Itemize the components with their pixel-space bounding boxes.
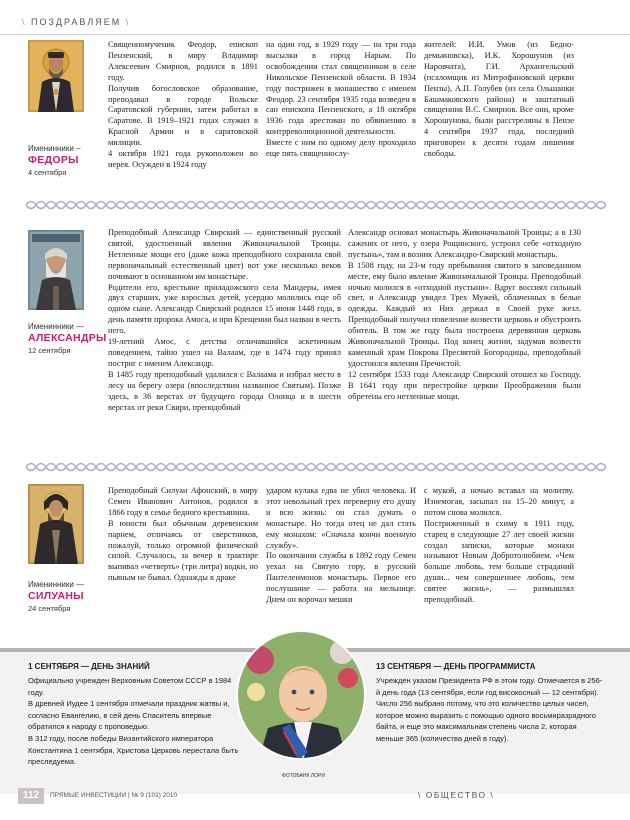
holiday-paragraph: Учрежден указом Президента РФ в этом году. Отмечается в 256-й день года (13 сентября, если год високосный — 12 сентября). — [376, 676, 603, 697]
article-paragraph: Вместе с ним по одному делу проходило еще пять священнослу- — [266, 138, 416, 159]
section-header: \ ПОЗДРАВЛЯЕМ \ — [22, 17, 131, 27]
saint-siluan-portrait — [28, 484, 84, 564]
header-divider — [0, 34, 630, 35]
saint-fedor-portrait — [28, 40, 84, 112]
article-paragraph: В 1508 году, на 23-м году пребывания святого в заповеданном месте, ему было явление Живоначальной Троицы. Преподобный ночью молился в «отходной пустыни». Вдруг воссиял сильный свет, и Александр увидел Трех Мужей, облаченных в белые одежды. Каждый из Них держал в Своей руке жезл. Преподобный получил повеление возвести церковь и обустроить обитель. В том же году была построена деревянная церковь Живоначальной Троицы. Под конец жизни, задумав возвести каменный храм Покрова Пресвятой Богородицы, преподобный удостоился явления Пречистой. — [348, 260, 581, 368]
footer-section-title: ОБЩЕСТВО — [425, 790, 487, 800]
article-paragraph: Священномученик Феодор, епископ Пензенский, в миру Владимир Алексеевич Смирнов, родился в 1891 году. — [108, 40, 258, 82]
holiday-title-knowledge-day: 1 СЕНТЯБРЯ — ДЕНЬ ЗНАНИЙ — [28, 662, 150, 671]
article-column — [348, 228, 581, 403]
footer-section: \ ОБЩЕСТВО \ — [418, 790, 495, 800]
nameday-name: СИЛУАНЫ — [28, 590, 84, 602]
article-paragraph: В юности был обычным деревенским парнем, отличаясь от сверстников, пожалуй, только огромной физической силой. Случалось, за вечер в трактире выпивал «четверть» (три литра) водки, но пьяным не бывал. Однажды в драке — [108, 518, 258, 583]
article-paragraph: с мукой, а ночью вставал на молитву. Изнемогая, засыпал на 15–20 минут, а потом снова молился. — [424, 486, 574, 517]
page-number: 112 — [18, 788, 44, 804]
nameday-date: 24 сентября — [28, 604, 71, 613]
article-paragraph: Получив богословское образование, преподавал в городе Вольске Саратовской губернии, затем работал в Саратове. В 1919–1921 годах служил в Красной Армии и в саратовской милиции. — [108, 83, 258, 148]
nameday-date: 12 сентября — [28, 346, 71, 355]
article-paragraph: 19-летний Амос, с детства отличавшийся аскетичным поведением, тайно ушел на Валаам, где в 1474 году принял постриг с именем Александр. — [108, 337, 341, 368]
nameday-date: 4 сентября — [28, 168, 67, 177]
article-paragraph: 12 сентября 1533 года Александр Свирский отошел ко Господу. В 1641 году при перестройке церкви Преображения были обретены его нетленные мощи. — [348, 369, 581, 401]
schoolboy-photo — [236, 630, 366, 760]
nameday-label: Именинники — — [28, 322, 85, 331]
article-column — [108, 228, 341, 413]
article-column — [424, 486, 574, 606]
magazine-issue: № 9 (101) 2010 — [131, 792, 178, 799]
holiday-paragraph: Официально учрежден Верховным Советом СССР в 1984 году. — [28, 676, 232, 697]
holiday-title-programmer-day: 13 СЕНТЯБРЯ — ДЕНЬ ПРОГРАММИСТА — [376, 662, 536, 671]
section-title: ПОЗДРАВЛЯЕМ — [31, 17, 122, 27]
ornament-divider — [26, 198, 606, 212]
holiday-paragraph: В 312 году, после победы Византийского императора Константина 1 сентября, Христова Церковь перестала быть преследуема. — [28, 733, 239, 767]
article-paragraph: 4 октября 1921 года рукоположен во иерея. Осужден в 1924 году — [108, 149, 258, 169]
nameday-name: АЛЕКСАНДРЫ — [28, 332, 107, 344]
holiday-text-programmer-day — [376, 675, 604, 745]
nameday-label: Именинники — — [28, 580, 85, 589]
saint-alexander-portrait — [28, 230, 84, 310]
article-column — [424, 40, 574, 160]
holiday-text-knowledge-day — [28, 675, 248, 768]
article-paragraph: на один год, в 1929 году — на три года высылки в город Нарым. По освобождении стал священником в селе Никольское Пензенской области. В 1934 году пострижен в монашество с именем Феодор. 23 сентября 1935 года возведен в сан епископа Пензенского, а 18 октября 1936 года арестован по обвинению в контрреволюционной деятельности. — [266, 40, 416, 137]
article-column — [266, 40, 416, 160]
magazine-name: ПРЯМЫЕ ИНВЕСТИЦИИ — [50, 792, 127, 799]
article-column — [108, 40, 258, 171]
article-paragraph: Родители его, крестьяне приладожского села Мандеры, имея двух старших, уже взрослых детей, усердно молились еще об одном сыне. Александр Свирский родился 15 июня 1448 года, в день памяти пророка Амоса, и при Крещении был назван в честь него. — [108, 282, 341, 336]
holiday-paragraph: Число 256 выбрано потому, что это количество целых чисел, которое можно выразить с помощью одного восьмиразрядного байта, и еще это максимальная степень числа 2, которая меньше 365 (количества дней в году). — [376, 699, 596, 743]
article-paragraph: В 1485 году преподобный удалился с Валаама и избрал место в лесу на берегу озера (впоследствии названное Святым). Позже здесь, в 36 верстах от будущего города Олонца и в шести верстах от реки Свири, преподобный — [108, 369, 341, 412]
ornament-divider — [26, 460, 606, 474]
article-paragraph: ударом кулака едва не убил человека. И этот невольный грех переверну его душу и всю жизнь: он стал думать о монастыре. Но тогда отец не дал стать ему монахом: «Сначала кончи военную службу». — [266, 486, 416, 550]
article-column — [266, 486, 416, 606]
photo-credit: ФОТОБАНК ЛОРИ — [282, 773, 325, 779]
article-paragraph: Постриженный в схиму в 1911 году, старец в следующие 27 лет своей жизни создал записки, которые монахи называют Новым Добротолюбием. «Чем больше любовь, тем больше страданий души... чем совершеннее любовь, тем святее жизнь», — размышлял преподобный. — [424, 518, 574, 605]
article-column — [108, 486, 258, 584]
article-paragraph: Преподобный Александр Свирский — единственный русский святой, удостоенный явления Живоначальной Троицы. Нетленные мощи его (даже кожа преподобного сохранила свой первоначальный естественный цвет) вот уже несколько веков почивают в основанном им монастыре. — [108, 228, 341, 281]
article-paragraph: жителей: И.И. Умов (из Бедно-демьяновска), И.К. Хорошунов (из Наровчата), Г.И. Архангельский (псаломщик из Митрофановской церкви Пензы), А.П. Голубев (из села Ольшанки Башмаковского района) и заштатный священник В.С. Смирнов. Все они, кроме Хорошунова, были расстреляны в Пензе 4 сентября 1937 года, последний приговорен к десяти годам лишения свободы. — [424, 40, 574, 159]
nameday-name: ФЕДОРЫ — [28, 154, 79, 166]
magazine-info: ПРЯМЫЕ ИНВЕСТИЦИИ | № 9 (101) 2010 — [50, 792, 178, 799]
holiday-paragraph: В древней Иудее 1 сентября отмечали праздник жатвы и, согласно Евангелию, в сей день Спаситель впервые обратился к народу с проповедью. — [28, 699, 230, 732]
article-paragraph: По окончании службы в 1892 году Семен уехал на Святую гору, в русский Пантелеимонов монастырь. Первое его послушание — работа на мельнице. Днем он ворочал мешки — [266, 551, 416, 605]
nameday-label: Именинники – — [28, 144, 81, 153]
article-paragraph: Преподобный Силуан Афонский, в миру Семен Иванович Антонов, родился в 1866 году в семье бедного крестьянина. — [108, 486, 258, 517]
article-paragraph: Александр основал монастырь Живоначальной Троицы; а в 130 саженях от него, у озера Рощинского, устроил себе «отходную пустынь», там и возник Александро-Свирский монастырь. — [348, 228, 581, 259]
